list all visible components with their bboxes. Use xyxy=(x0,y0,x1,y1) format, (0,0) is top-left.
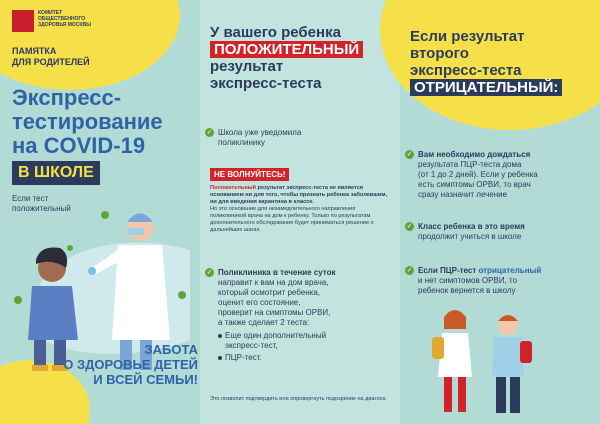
reminder-label: ПАМЯТКА ДЛЯ РОДИТЕЛЕЙ xyxy=(12,46,90,67)
care-slogan: ЗАБОТА О ЗДОРОВЬЕ ДЕТЕЙ И ВСЕЙ СЕМЬИ! xyxy=(63,342,198,387)
middle-item-2: ✓ Поликлиника в течение суток направит к вам на дом врача, который осмотрит ребенка, оценит его состояние, проверит на симптомы ОРВИ, а также сделает 2 теста: Еще один дополнительный экспресс-тест, ПЦР-тест. xyxy=(206,268,336,362)
logo-mark xyxy=(12,10,34,32)
check-icon: ✓ xyxy=(406,267,413,274)
right-item-3: ✓ Если ПЦР-тест отрицательный и нет симптомов ОРВИ, то ребенок вернется в школу xyxy=(406,266,542,295)
check-icon: ✓ xyxy=(406,151,413,158)
check-icon: ✓ xyxy=(206,269,213,276)
right-item-1: ✓ Вам необходимо дождаться результата ПЦР-теста дома (от 1 до 2 дней). Если у ребенка есть симптомы ОРВИ, то врач сразу назначит лечение xyxy=(406,150,538,199)
footnote: Это позволит подтвердить или опровергнуть подозрение на диагноз. xyxy=(210,396,387,402)
logo-text: КОМИТЕТ ОБЩЕСТВЕННОГО ЗДОРОВЬЯ МОСКВЫ xyxy=(38,10,91,28)
if-positive-label: Если тест положительный xyxy=(12,194,71,213)
bullet-icon xyxy=(218,356,222,360)
right-heading: Если результат второго экспресс-теста ОТРИЦАТЕЛЬНЫЙ: xyxy=(410,28,595,96)
main-title: Экспресс- тестирование на COVID-19 xyxy=(12,85,163,158)
right-item-2: ✓ Класс ребенка в это время продолжит учиться в школе xyxy=(406,222,525,241)
middle-heading: У вашего ребенка ПОЛОЖИТЕЛЬНЫЙ результат экспресс-теста xyxy=(210,24,395,92)
check-icon: ✓ xyxy=(206,129,213,136)
school-badge: В ШКОЛЕ xyxy=(12,161,100,185)
middle-item-1: ✓ Школа уже уведомила поликлинику xyxy=(206,128,302,147)
dont-worry-badge: НЕ ВОЛНУЙТЕСЬ! xyxy=(210,168,289,181)
check-icon: ✓ xyxy=(406,223,413,230)
bullet-icon xyxy=(218,334,222,338)
explanation-text: Положительный результат экспресс-теста не является основанием ни для того, чтобы признать ребенка заболевшим, ни для введения карантина в классе. Но это основание для незамедлительного направления поликлиникой врача на дом к ребенку. Только по результатам дополнительного обследования будет приниматься решение о дальнейших шагах. xyxy=(210,185,388,233)
students-illustration xyxy=(420,305,540,420)
